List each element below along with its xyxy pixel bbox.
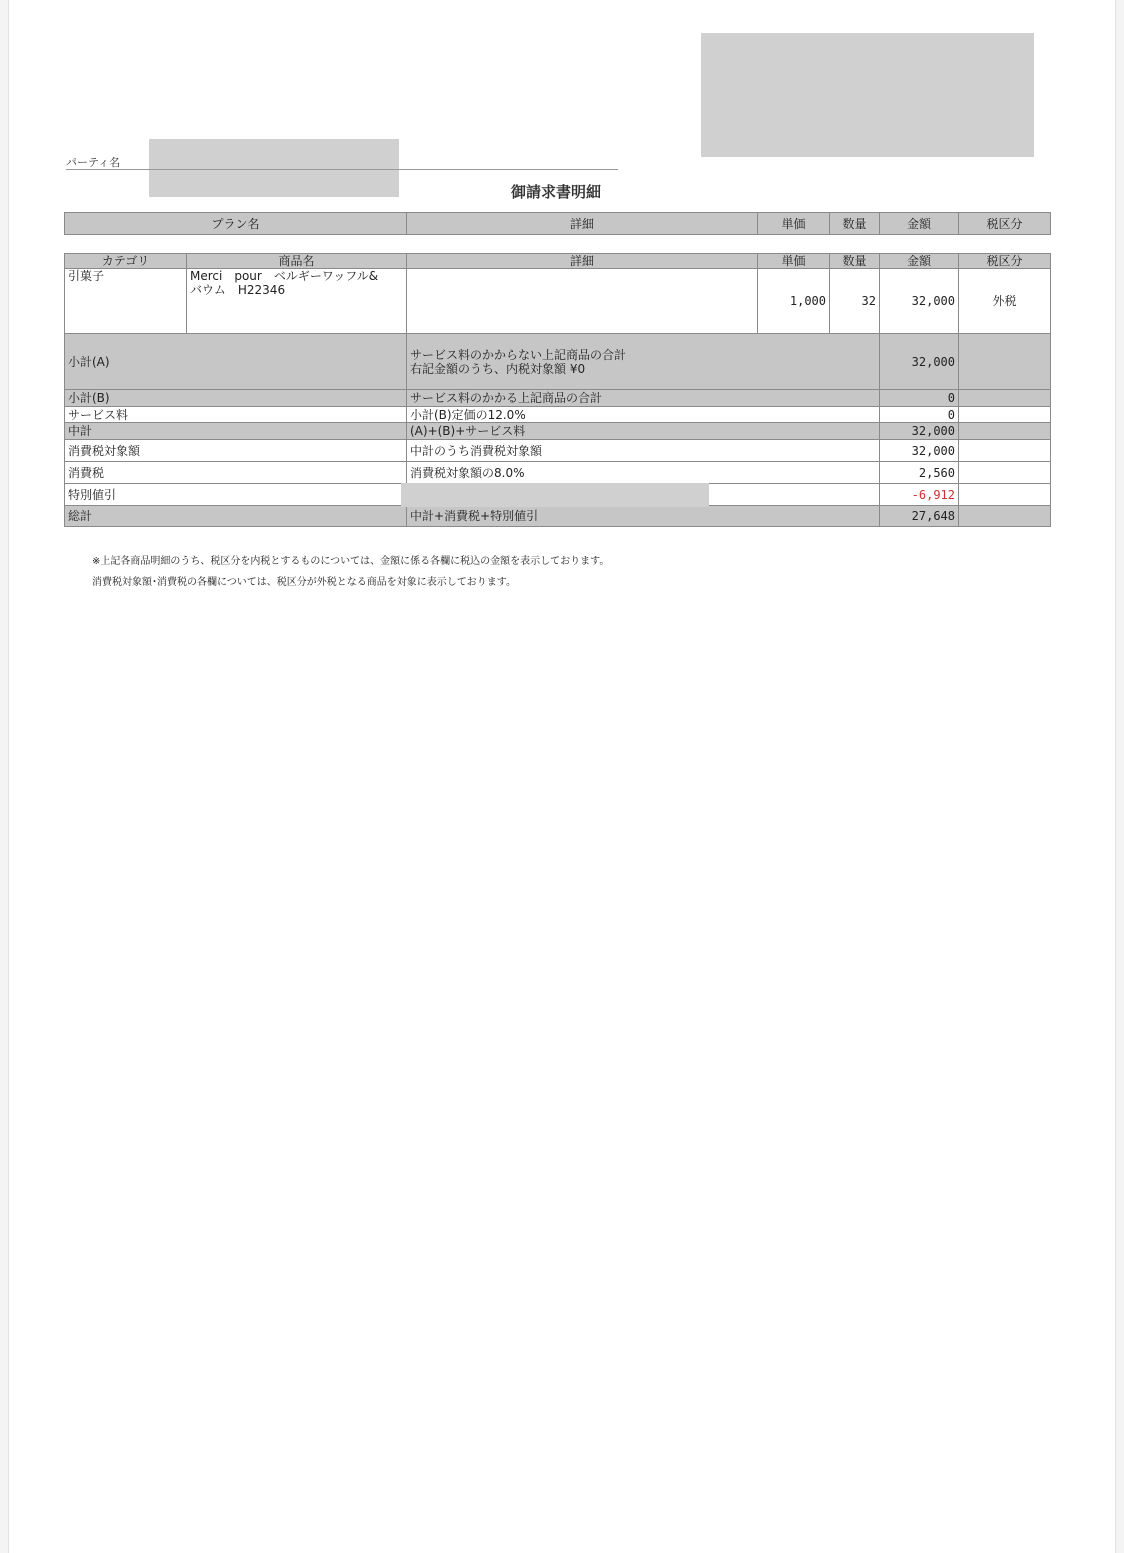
- item-amount-header: 金額: [880, 254, 959, 269]
- service-fee-label: サービス料: [65, 407, 407, 423]
- plan-name-header: プラン名: [65, 213, 407, 235]
- plan-quantity-header: 数量: [830, 213, 880, 235]
- plan-detail-header: 詳細: [407, 213, 758, 235]
- item-product-name-line2: バウム H22346: [190, 283, 286, 297]
- taxable-amount-tax-class: [959, 440, 1051, 462]
- items-header-row: [65, 254, 1051, 269]
- middle-total-row: [65, 423, 1051, 440]
- special-discount-amount: -6,912: [880, 484, 959, 506]
- footnote-2: 消費税対象額･消費税の各欄については、税区分が外税となる商品を対象に表示しております。: [92, 577, 516, 588]
- grand-total-row: [65, 506, 1051, 527]
- consumption-tax-desc: 消費税対象額の8.0%: [407, 462, 880, 484]
- category-header: カテゴリ: [65, 254, 187, 269]
- subtotal-a-desc-line2: 右記金額のうち、内税対象額 ¥0: [410, 361, 586, 376]
- subtotal-b-label: 小計(B): [65, 390, 407, 407]
- service-fee-amount: 0: [880, 407, 959, 423]
- item-quantity-header: 数量: [830, 254, 880, 269]
- grand-total-desc: 中計+消費税+特別値引: [407, 506, 880, 527]
- item-unit-price: 1,000: [758, 269, 830, 334]
- grand-total-amount: 27,648: [880, 506, 959, 527]
- item-tax-class-header: 税区分: [959, 254, 1051, 269]
- product-name-header: 商品名: [187, 254, 407, 269]
- footnotes: [92, 551, 609, 593]
- page-edge-left: [0, 0, 9, 1553]
- service-fee-desc: 小計(B)定価の12.0%: [407, 407, 880, 423]
- item-amount: 32,000: [880, 269, 959, 334]
- plan-header-row: [65, 213, 1051, 235]
- plan-amount-header: 金額: [880, 213, 959, 235]
- special-discount-tax-class: [959, 484, 1051, 506]
- taxable-amount-amount: 32,000: [880, 440, 959, 462]
- page-title: 御請求書明細: [510, 183, 601, 201]
- subtotal-b-desc: サービス料のかかる上記商品の合計: [407, 390, 880, 407]
- plan-tax-class-header: 税区分: [959, 213, 1051, 235]
- item-product-name: [187, 269, 407, 334]
- middle-total-tax-class: [959, 423, 1051, 440]
- page-edge-right: [1115, 0, 1124, 1553]
- plan-table: [64, 212, 1051, 235]
- special-discount-label: 特別値引: [65, 484, 407, 506]
- middle-total-desc: (A)+(B)+サービス料: [407, 423, 880, 440]
- item-category: 引菓子: [65, 269, 187, 334]
- plan-unit-price-header: 単価: [758, 213, 830, 235]
- footnote-1: ※上記各商品明細のうち、税区分を内税とするものについては、金額に係る各欄に税込の金額を表示しております。: [92, 556, 610, 567]
- taxable-amount-desc: 中計のうち消費税対象額: [407, 440, 880, 462]
- item-quantity: 32: [830, 269, 880, 334]
- redacted-logo-block: [701, 33, 1034, 157]
- redacted-discount-detail: [401, 483, 709, 507]
- subtotal-a-label: 小計(A): [65, 334, 407, 390]
- subtotal-b-amount: 0: [880, 390, 959, 407]
- table-row: [65, 269, 1051, 334]
- middle-total-label: 中計: [65, 423, 407, 440]
- consumption-tax-label: 消費税: [65, 462, 407, 484]
- taxable-amount-label: 消費税対象額: [65, 440, 407, 462]
- item-unit-price-header: 単価: [758, 254, 830, 269]
- middle-total-amount: 32,000: [880, 423, 959, 440]
- item-tax-class: 外税: [959, 269, 1051, 334]
- redacted-party-name: [149, 139, 399, 197]
- grand-total-label: 総計: [65, 506, 407, 527]
- subtotal-b-tax-class: [959, 390, 1051, 407]
- subtotal-a-amount: 32,000: [880, 334, 959, 390]
- item-detail-header: 詳細: [407, 254, 758, 269]
- party-name-label: パーティ名: [66, 156, 121, 169]
- party-name-underline: [66, 169, 618, 170]
- consumption-tax-tax-class: [959, 462, 1051, 484]
- subtotal-a-desc-line1: サービス料のかからない上記商品の合計: [410, 347, 627, 362]
- grand-total-tax-class: [959, 506, 1051, 527]
- service-fee-tax-class: [959, 407, 1051, 423]
- subtotal-a-tax-class: [959, 334, 1051, 390]
- service-fee-row: [65, 407, 1051, 423]
- item-product-name-line1: Merci pour ベルギーワッフル&: [190, 269, 379, 283]
- subtotal-a-row: [65, 334, 1051, 390]
- subtotal-a-desc: [407, 334, 880, 390]
- taxable-amount-row: [65, 440, 1051, 462]
- item-detail: [407, 269, 758, 334]
- subtotal-b-row: [65, 390, 1051, 407]
- consumption-tax-amount: 2,560: [880, 462, 959, 484]
- consumption-tax-row: [65, 462, 1051, 484]
